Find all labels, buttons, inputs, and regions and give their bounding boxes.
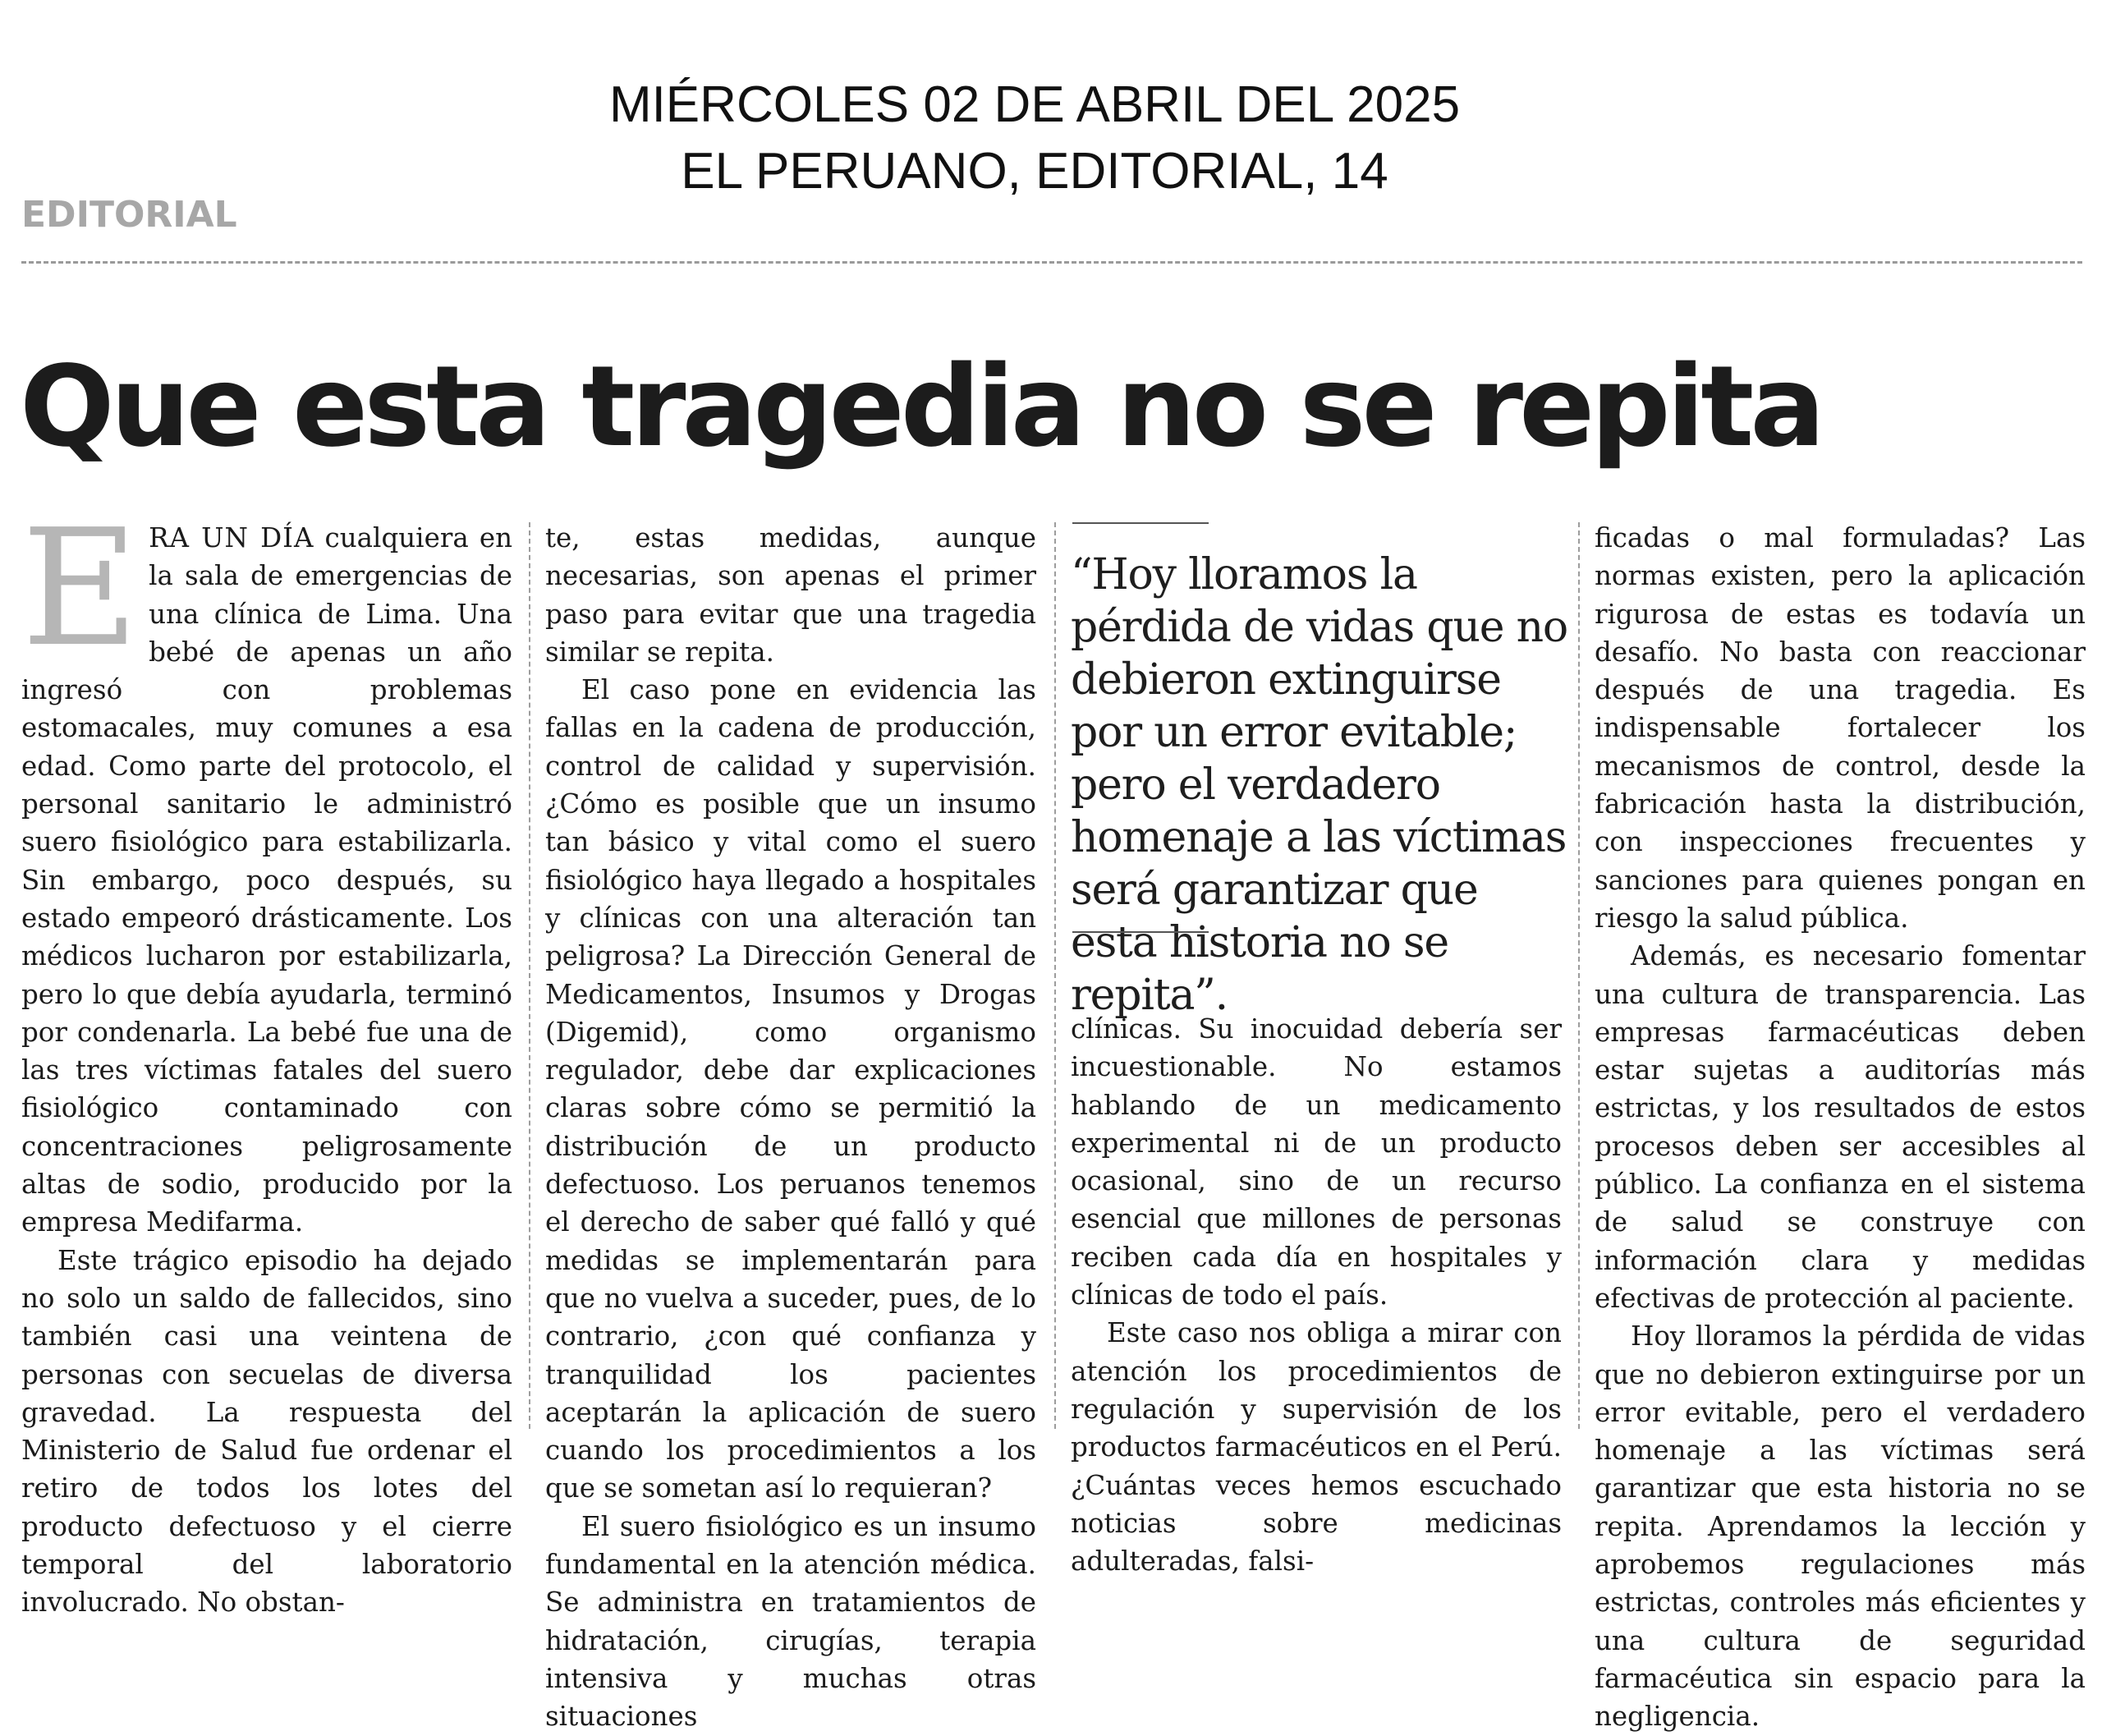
lead-in: RA UN DÍA [149,522,314,553]
article-paragraph: te, estas medidas, aunque necesarias, son apenas el primer paso para evitar que una tragedia similar se repita. [545,522,1036,668]
article-paragraph: ficadas o mal formuladas? Las normas existen, pero la aplicación rigurosa de estas es todavía un desafío. No basta con reaccionar después de una tragedia. Es indispensable fortalecer los mecanismos de control, desde la fabricación hasta la distribución, con inspecciones frecuentes y sanciones para quienes pongan en riesgo la salud pública. [1595,522,2086,934]
section-label: EDITORIAL [21,194,237,236]
article-paragraph: Este caso nos obliga a mirar con atención los procedimientos de regulación y supervisión de los productos farmacéuticos en el Perú. ¿Cuántas veces hemos escuchado noticias sobre medicinas adulteradas, falsi- [1071,1317,1562,1578]
article-column-4 [1595,519,2086,1736]
pull-quote: “Hoy lloramos la pérdida de vidas que no debieron extinguirse por un error evitable; pero el verdadero homenaje a las víctimas será garantizar que esta historia no se repita”. [1071,550,1568,1020]
article-column-1 [21,495,512,1622]
article-paragraph: Este trágico episodio ha dejado no solo un saldo de fallecidos, sino también casi una veintena de personas con secuelas de diversa gravedad. La respuesta del Ministerio de Salud fue ordenar el retiro de todos los lotes del producto defectuoso y el cierre temporal del laboratorio involucrado. No obstan- [21,1244,512,1619]
article-paragraph: Además, es necesario fomentar una cultura de transparencia. Las empresas farmacéuticas deben estar sujetas a auditorías más estrictas, y los resultados de estos procesos deben ser accesibles al público. La confianza en el sistema de salud se construye con información clara y medidas efectivas de protección al paciente. [1595,940,2086,1314]
source-line: EL PERUANO, EDITORIAL, 14 [681,143,1388,200]
article-paragraph: El suero fisiológico es un insumo fundamental en la atención médica. Se administra en tratamientos de hidratación, cirugías, terapia intensiva y muchas otras situaciones [545,1510,1036,1733]
article-paragraph: El caso pone en evidencia las fallas en la cadena de producción, control de calidad y supervisión. ¿Cómo es posible que un insumo tan básico y vital como el suero fisiológico haya llegado a hospitales y clínicas con una alteración tan peligrosa? La Dirección General de Medicamentos, Insumos y Drogas (Digemid), como organismo regulador, debe dar explicaciones claras sobre cómo se permitió la distribución de un producto defectuoso. Los peruanos tenemos el derecho de saber qué falló y qué medidas se implementarán para que no vuelva a suceder, pues, de lo contrario, ¿con qué confianza y tranquilidad los pacientes aceptarán la aplicación de suero cuando los procedimientos a los que se sometan así lo requieran? [545,674,1036,1504]
column-divider-2 [1054,522,1056,1429]
quote-rule-top [1072,522,1209,524]
column-divider-1 [529,522,530,1429]
date-line: MIÉRCOLES 02 DE ABRIL DEL 2025 [608,76,1461,133]
drop-cap: E [21,495,140,682]
article-paragraph [21,495,512,1242]
column-divider-3 [1578,522,1580,1429]
article-column-3 [1071,1010,1562,1580]
headline: Que esta tragedia no se repita [20,342,1822,472]
quote-rule-bottom [1072,931,1209,933]
article-paragraph: clínicas. Su inocuidad debería ser incuestionable. No estamos hablando de un medicamento experimental ni de un producto ocasional, sino de un recurso esencial que millones de personas reciben cada día en hospitales y clínicas de todo el país. [1071,1013,1562,1311]
article-column-2 [545,519,1036,1736]
article-paragraph: Hoy lloramos la pérdida de vidas que no debieron extinguirse por un error evitable, pero el verdadero homenaje a las víctimas será garantizar que esta historia no se repita. Aprendamos la lección y aprobemos regulaciones más estrictas, controles más eficientes y una cultura de seguridad farmacéutica sin espacio para la negligencia. [1595,1320,2086,1733]
section-divider [21,261,2082,264]
paragraph-text: cualquiera en la sala de emergencias de una clínica de Lima. Una bebé de apenas un año ingresó con problemas estomacales, muy comunes a esa edad. Como parte del protocolo, el personal sanitario le administró suero fisiológico para estabilizarla. Sin embargo, poco después, su estado empeoró drásticamente. Los médicos lucharon por estabilizarla, pero lo que debía ayudarla, terminó por condenarla. La bebé fue una de las tres víctimas fatales del suero fisiológico contaminado con concentraciones peligrosamente altas de sodio, producido por la empresa Medifarma. [21,522,512,1238]
